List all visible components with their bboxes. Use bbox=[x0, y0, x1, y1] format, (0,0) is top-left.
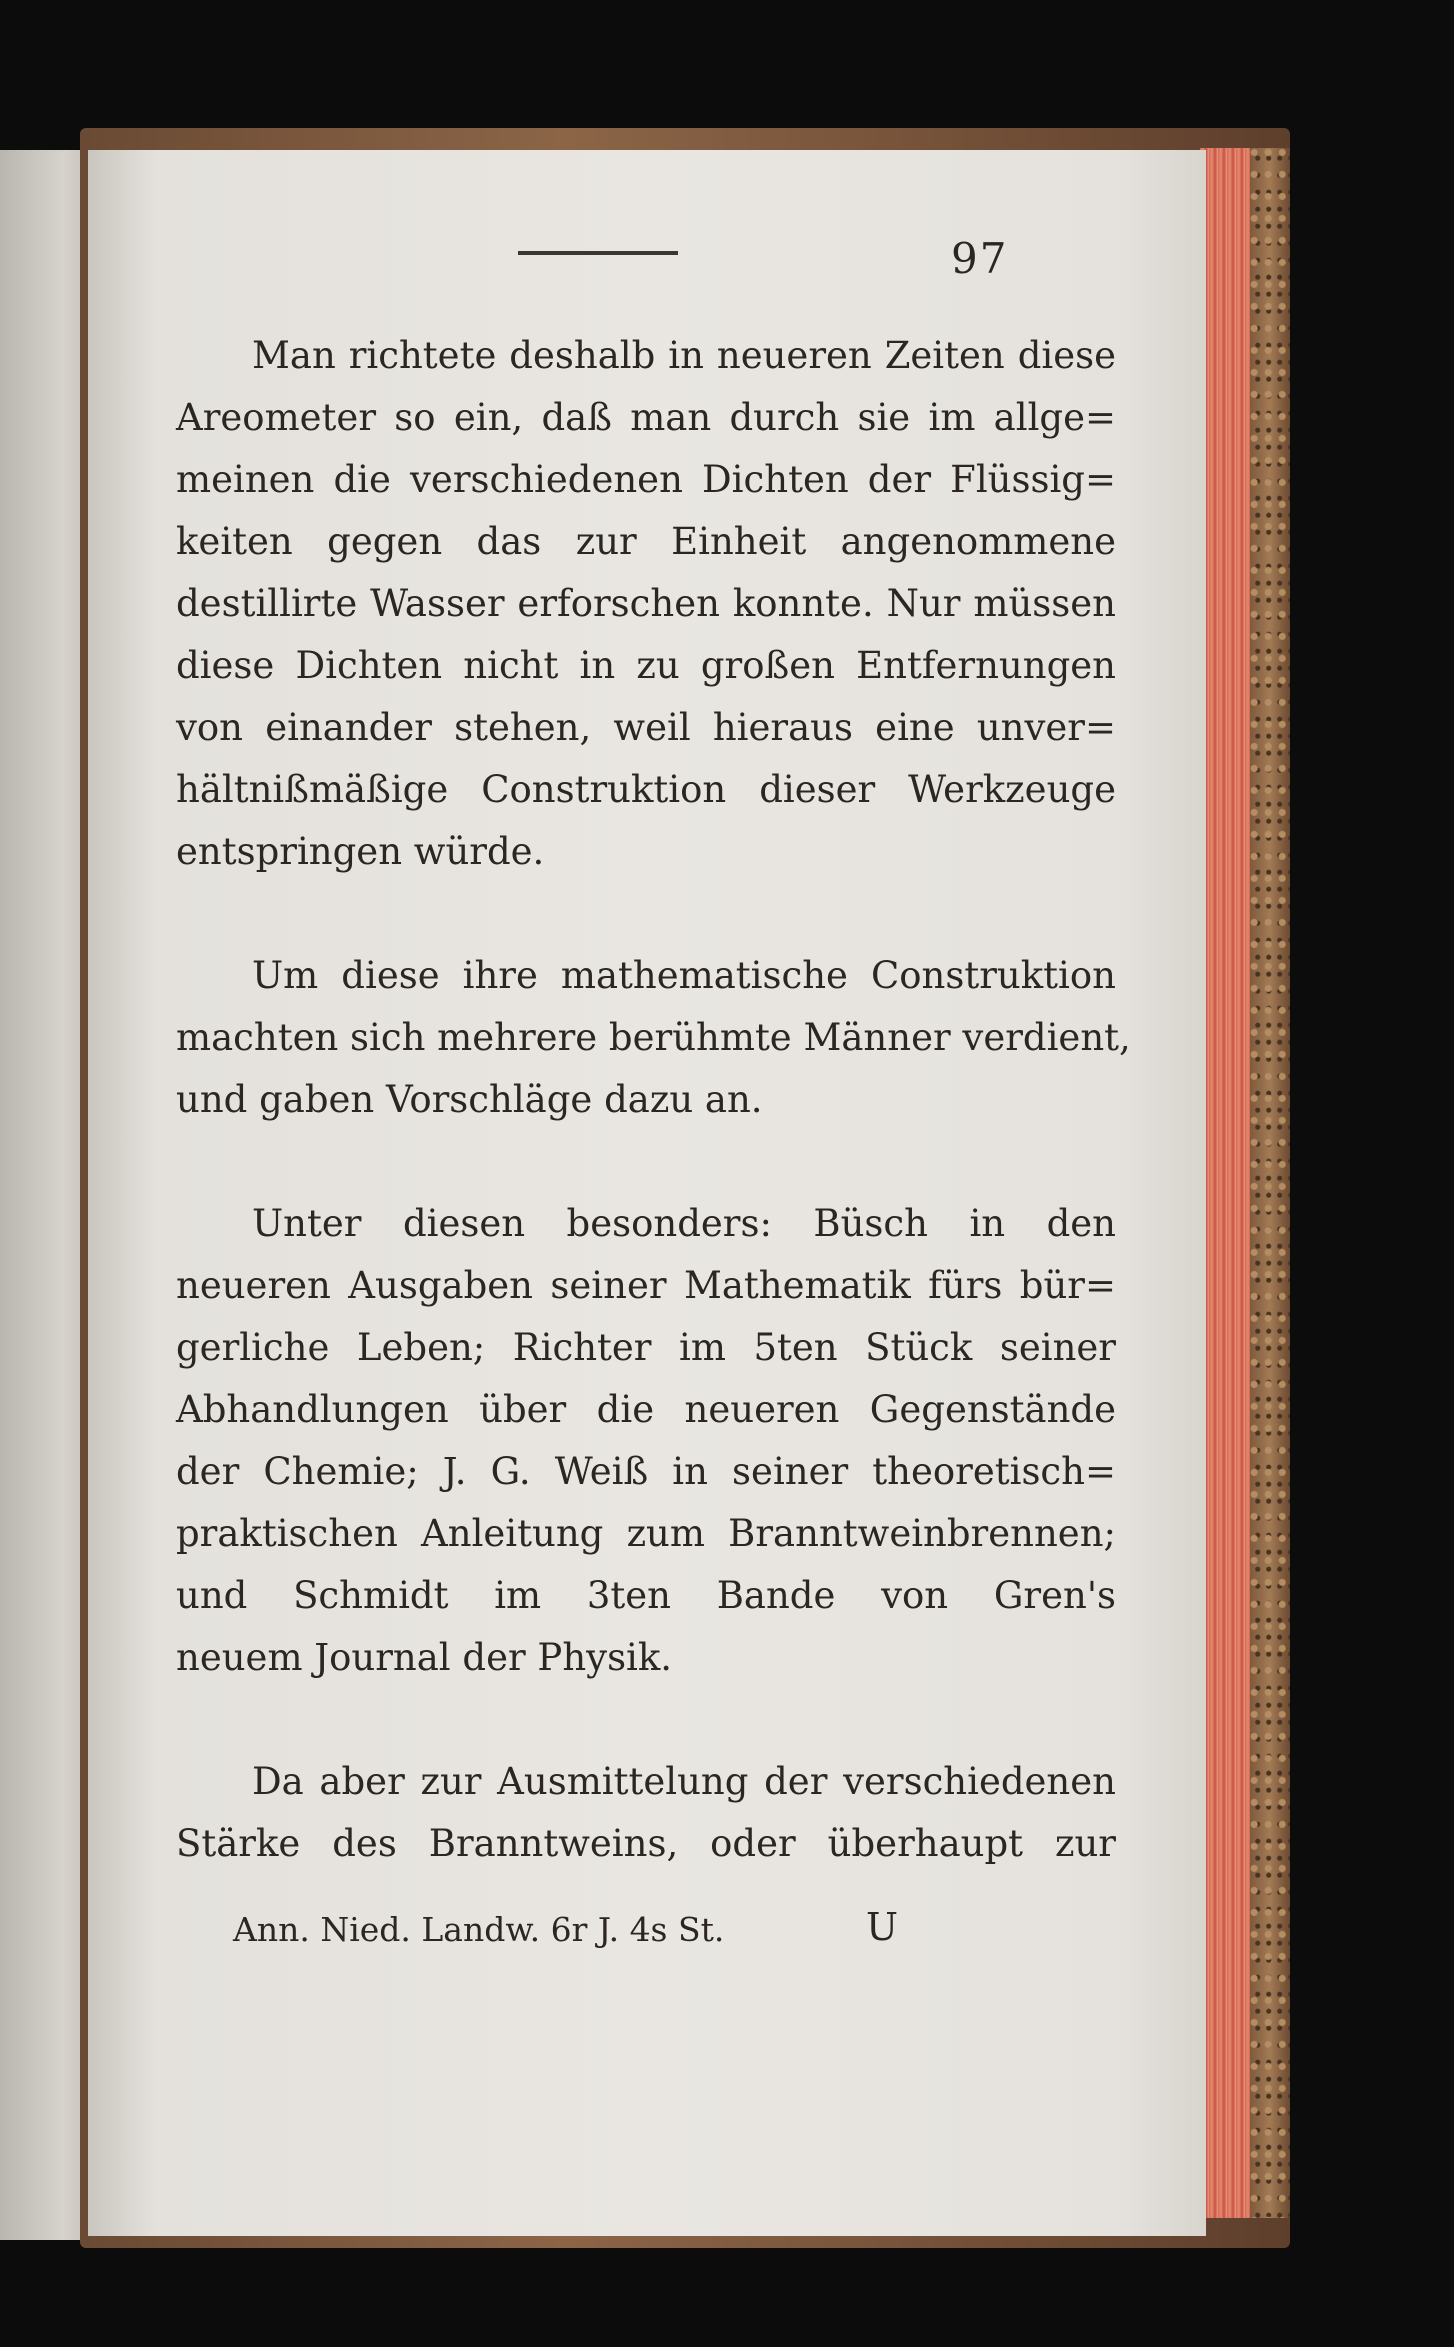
paragraph bbox=[176, 945, 1131, 1131]
paragraph bbox=[176, 325, 1116, 883]
page-number: 97 bbox=[951, 234, 1009, 283]
text-line: Abhandlungen über die neueren Gegenstände bbox=[176, 1388, 1116, 1431]
text-line: machten sich mehrere berühmte Männer verdient, bbox=[176, 1016, 1131, 1059]
text-line: und gaben Vorschläge dazu an. bbox=[176, 1078, 763, 1121]
text-line: Da aber zur Ausmittelung der verschiedenen bbox=[252, 1760, 1116, 1803]
book-binding bbox=[1250, 148, 1290, 2218]
text-line: praktischen Anleitung zum Branntweinbrennen; bbox=[176, 1512, 1116, 1555]
paragraph-gap bbox=[176, 883, 1116, 945]
text-line: entspringen würde. bbox=[176, 830, 545, 873]
page-body bbox=[176, 325, 1131, 1875]
paragraph-gap bbox=[176, 1689, 1116, 1751]
paragraph-gap bbox=[176, 1131, 1116, 1193]
book-page bbox=[88, 150, 1206, 2236]
facing-page-edge bbox=[0, 150, 90, 2240]
header-rule bbox=[518, 251, 678, 255]
text-line: keiten gegen das zur Einheit angenommene bbox=[176, 520, 1116, 563]
text-line: und Schmidt im 3ten Bande von Gren's bbox=[176, 1574, 1116, 1617]
paragraph bbox=[176, 1193, 1116, 1689]
printer-signature: U bbox=[866, 1905, 899, 1949]
page-edges bbox=[1200, 148, 1250, 2218]
text-line: neueren Ausgaben seiner Mathematik fürs bür= bbox=[176, 1264, 1116, 1307]
text-line: diese Dichten nicht in zu großen Entfernungen bbox=[176, 644, 1116, 687]
paragraph bbox=[176, 1751, 1116, 1875]
text-line: gerliche Leben; Richter im 5ten Stück seiner bbox=[176, 1326, 1116, 1369]
text-line: Unter diesen besonders: Büsch in den bbox=[252, 1202, 1116, 1245]
text-line: meinen die verschiedenen Dichten der Flüssig= bbox=[176, 458, 1116, 501]
text-line: destillirte Wasser erforschen konnte. Nur müssen bbox=[176, 582, 1116, 625]
text-line: neuem Journal der Physik. bbox=[176, 1636, 673, 1679]
text-line: Stärke des Branntweins, oder überhaupt zur bbox=[176, 1822, 1116, 1865]
text-line: hältnißmäßige Construktion dieser Werkzeuge bbox=[176, 768, 1116, 811]
text-line: Um diese ihre mathematische Construktion bbox=[252, 954, 1116, 997]
text-line: Areometer so ein, daß man durch sie im allge= bbox=[176, 396, 1116, 439]
text-line: der Chemie; J. G. Weiß in seiner theoretisch= bbox=[176, 1450, 1116, 1493]
footer-signature-line: Ann. Nied. Landw. 6r J. 4s St. bbox=[233, 1910, 725, 1949]
text-line: von einander stehen, weil hieraus eine unver= bbox=[176, 706, 1116, 749]
text-line: Man richtete deshalb in neueren Zeiten diese bbox=[252, 334, 1116, 377]
